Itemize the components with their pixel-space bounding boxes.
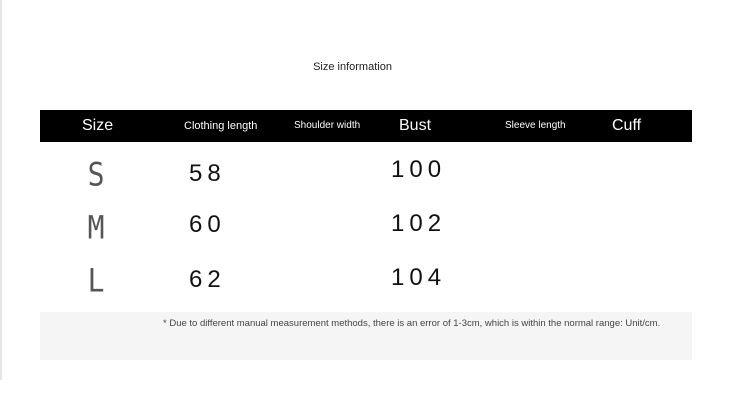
bust-value: 102 <box>391 210 447 237</box>
left-divider <box>0 0 2 380</box>
bust-value: 100 <box>391 156 447 183</box>
header-sleeve-length: Sleeve length <box>505 120 566 131</box>
measurement-note: * Due to different manual measurement methods, there is an error of 1-3cm, which is within the normal range: Unit/cm. <box>163 318 661 329</box>
size-label: M <box>87 208 105 247</box>
header-clothing-length: Clothing length <box>184 120 258 132</box>
table-row <box>40 256 692 306</box>
clothing-length-value: 58 <box>189 160 226 187</box>
table-header <box>40 110 692 142</box>
header-shoulder-width: Shoulder width <box>294 120 361 131</box>
clothing-length-value: 62 <box>189 266 226 293</box>
page-title: Size information <box>313 61 392 73</box>
header-cuff: Cuff <box>612 117 642 134</box>
clothing-length-value: 60 <box>189 211 226 238</box>
table-row <box>40 203 692 253</box>
bust-value: 104 <box>391 264 447 291</box>
header-bust: Bust <box>399 117 432 134</box>
header-size: Size <box>82 117 114 134</box>
size-label: L <box>87 261 105 300</box>
size-label: S <box>87 155 105 194</box>
table-row <box>40 150 692 200</box>
